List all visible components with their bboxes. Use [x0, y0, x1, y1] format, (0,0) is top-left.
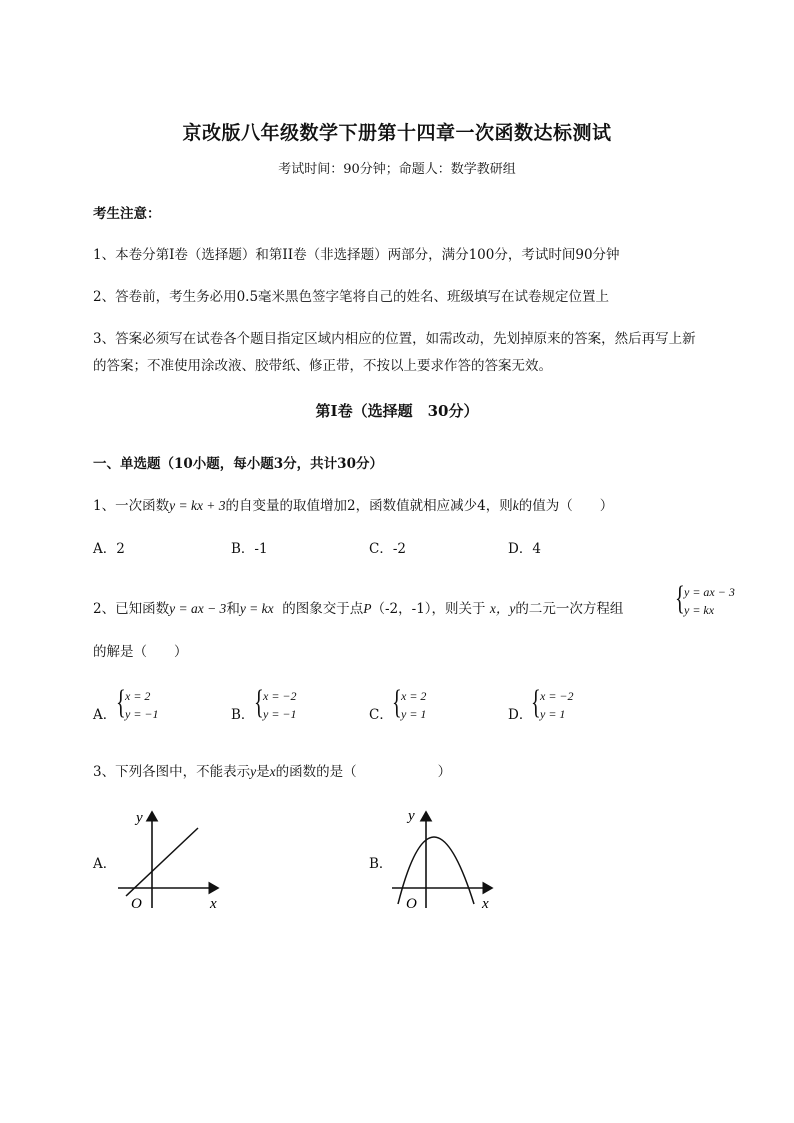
option-d-row-1: x = −2	[540, 689, 574, 703]
option-a-row-1: x = 2	[125, 689, 151, 703]
q2-option-d-label: D．	[508, 707, 533, 723]
q3-x: x	[269, 764, 276, 779]
part-heading: 一、单选题（10小题，每小题3分，共计30分）	[93, 456, 383, 472]
option-a-row-2: y = −1	[125, 707, 159, 721]
parabola-curve	[398, 837, 474, 904]
option-c-row-1: x = 2	[401, 689, 427, 703]
brace-symbol: {	[531, 684, 541, 721]
q1-option-c: C．-2	[369, 541, 406, 557]
x-axis-label: x	[210, 896, 217, 912]
q2-option-d	[531, 684, 591, 729]
q2-option-b-label: B．	[231, 707, 255, 723]
q2-option-b	[254, 684, 314, 729]
q3-suffix: 的函数的是（ ）	[275, 764, 452, 780]
q2-vars: x，y	[489, 601, 516, 616]
notice-item-3: 3、答案必须写在试卷各个题目指定区域内相应的位置，如需改动，先划掉原来的答案，然后再写上新	[93, 331, 696, 347]
q2-and: 和	[226, 601, 240, 617]
q2-f2: y = kx	[239, 601, 274, 616]
brace-symbol: {	[392, 684, 402, 721]
q2-point-var: P	[363, 601, 372, 616]
q2-option-c	[392, 684, 452, 729]
linear-function-line	[126, 828, 198, 896]
q1-prefix: 1、一次函数	[93, 498, 170, 514]
question-1	[93, 494, 613, 514]
brace-symbol: {	[254, 684, 264, 721]
q3-is: 是	[256, 764, 270, 780]
option-c-row-2: y = 1	[401, 707, 427, 721]
x-axis-label: x	[482, 896, 489, 912]
q2-prefix: 2、已知函数	[93, 601, 170, 617]
q1-formula: y = kx + 3	[169, 498, 226, 513]
brace-symbol: {	[116, 684, 126, 721]
q1-option-d: D．4	[508, 541, 541, 557]
system-row-2: y = kx	[684, 603, 715, 617]
y-axis-label: y	[136, 810, 143, 826]
q2-line-2: 的解是（ ）	[93, 644, 188, 660]
q2-option-a	[116, 684, 176, 729]
y-axis-label: y	[408, 808, 415, 824]
exam-info: 考试时间：90分钟；命题人：数学教研组	[278, 162, 516, 177]
q3-y: y	[250, 764, 257, 779]
q1-suffix: 的值为（ ）	[518, 498, 614, 514]
q2-tail: 的二元一次方程组	[515, 601, 624, 617]
q1-option-a: A．2	[93, 541, 125, 557]
q3-option-a-label: A．	[93, 856, 117, 872]
page-title: 京改版八年级数学下册第十四章一次函数达标测试	[182, 122, 612, 144]
q1-middle: 的自变量的取值增加2，函数值就相应减少4，则	[225, 498, 513, 514]
q2-point: （-2，-1），则关于	[371, 601, 486, 617]
q1-var: k	[512, 498, 519, 513]
question-3	[93, 760, 451, 780]
option-d-row-2: y = 1	[540, 707, 566, 721]
question-2	[93, 597, 623, 617]
notice-item-1: 1、本卷分第I卷（选择题）和第II卷（非选择题）两部分，满分100分，考试时间90分钟	[93, 247, 620, 263]
q3-option-a-graph	[112, 800, 227, 915]
notice-item-3-cont: 的答案；不准使用涂改液、胶带纸、修正带，不按以上要求作答的答案无效。	[93, 358, 552, 374]
system-row-1: y = ax − 3	[684, 585, 735, 599]
option-b-row-1: x = −2	[263, 689, 297, 703]
option-b-row-2: y = −1	[263, 707, 297, 721]
origin-label: O	[406, 896, 417, 912]
q3-option-b-graph	[386, 800, 501, 915]
q1-option-b: B．-1	[231, 541, 268, 557]
notice-heading: 考生注意：	[93, 206, 161, 222]
q2-f1: y = ax − 3	[169, 601, 227, 616]
notice-item-2: 2、答卷前，考生务必用0.5毫米黑色签字笔将自己的姓名、班级填写在试卷规定位置上	[93, 289, 610, 305]
section-title: 第I卷（选择题 30分）	[315, 402, 479, 420]
origin-label: O	[131, 896, 142, 912]
q2-option-c-label: C．	[369, 707, 393, 723]
q2-middle: 的图象交于点	[282, 601, 364, 617]
q3-option-b-label: B．	[369, 856, 393, 872]
q2-option-a-label: A．	[93, 707, 117, 723]
q2-equation-system	[675, 580, 745, 625]
q3-prefix: 3、下列各图中，不能表示	[93, 764, 251, 780]
brace-symbol: {	[675, 580, 685, 617]
